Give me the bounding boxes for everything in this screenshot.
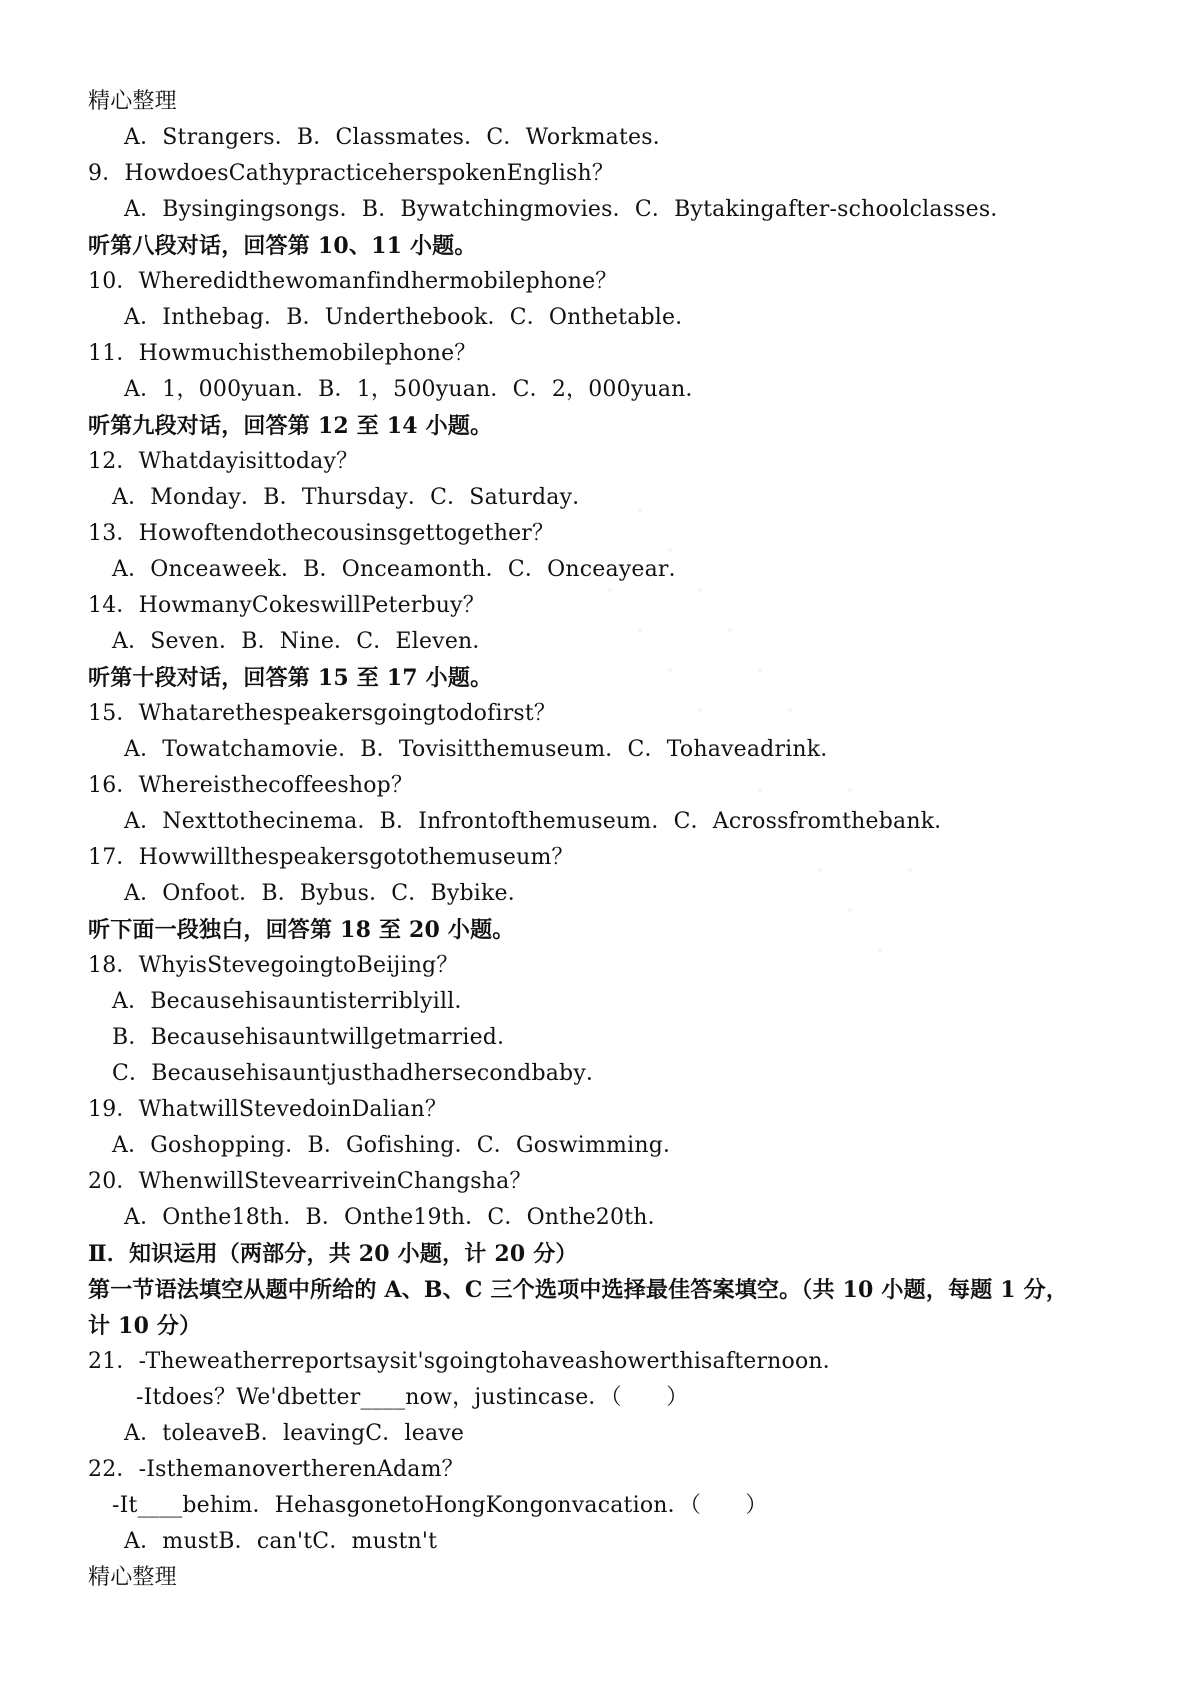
answer-option-18a: A．Becausehisauntisterriblyill．: [112, 989, 477, 1014]
question-15: 15．Whatarethespeakersgoingtodofirst？: [88, 701, 557, 726]
answer-options-20: A．Onthe18th．B．Onthe19th．C．Onthe20th．: [124, 1205, 670, 1230]
answer-options-21: A．toleaveB．leavingC．leave: [124, 1421, 465, 1446]
answer-options-9: A．Bysingingsongs．B．Bywatchingmovies．C．Bytakingafter-schoolclasses．: [124, 197, 1013, 222]
answer-option-18c: C．Becausehisauntjusthadhersecondbaby．: [112, 1061, 609, 1086]
answer-option-18b: B．Becausehisauntwillgetmarried．: [112, 1025, 520, 1050]
answer-options-13: A．Onceaweek．B．Onceamonth．C．Onceayear．: [112, 557, 691, 582]
question-14: 14．HowmanyCokeswillPeterbuy？: [88, 593, 485, 618]
answer-options-15: A．Towatchamovie．B．Tovisitthemuseum．C．Tohaveadrink．: [124, 737, 843, 762]
question-16: 16．Whereisthecoffeeshop？: [88, 773, 414, 798]
answer-options-19: A．Goshopping．B．Gofishing．C．Goswimming．: [112, 1133, 686, 1158]
question-11: 11．Howmuchisthemobilephone？: [88, 341, 477, 366]
page-footer: 精心整理: [88, 1565, 177, 1590]
question-21: 21．-Theweatherreportsaysit'sgoingtohaveashowerthisafternoon．: [88, 1349, 846, 1374]
question-20: 20．WhenwillStevearriveinChangsha？: [88, 1169, 532, 1194]
answer-options-12: A．Monday．B．Thursday．C．Saturday．: [112, 485, 595, 510]
page-header: 精心整理: [88, 89, 177, 114]
question-17: 17．Howwillthespeakersgotothemuseum？: [88, 845, 574, 870]
section-instruction: 听第九段对话，回答第 12 至 14 小题。: [88, 413, 493, 439]
section-instruction: 听下面一段独白，回答第 18 至 20 小题。: [88, 917, 515, 943]
question-12: 12．Whatdayisittoday？: [88, 449, 359, 474]
question-21-response: -Itdoes？We'dbetter____now，justincase．（ ）: [136, 1385, 689, 1410]
question-18: 18．WhyisStevegoingtoBeijing？: [88, 953, 459, 978]
part-heading: Ⅱ．知识运用（两部分，共 20 小题，计 20 分）: [88, 1241, 578, 1267]
question-19: 19．WhatwillStevedoinDalian？: [88, 1097, 448, 1122]
answer-options-16: A．Nexttothecinema．B．Infrontofthemuseum．C．Acrossfromthebank．: [124, 809, 957, 834]
answer-options-11: A．1，000yuan．B．1，500yuan．C．2，000yuan．: [124, 377, 708, 402]
question-13: 13．Howoftendothecousinsgettogether？: [88, 521, 555, 546]
question-22-response: -It____behim．HehasgonetoHongKongonvacation．（ ）: [112, 1493, 768, 1518]
section-instruction: 听第八段对话，回答第 10、11 小题。: [88, 233, 477, 259]
question-22: 22．-IsthemanovertherenAdam？: [88, 1457, 464, 1482]
answer-options-10: A．Inthebag．B．Underthebook．C．Onthetable．: [124, 305, 698, 330]
section-instruction-continued: 计 10 分）: [88, 1313, 202, 1339]
answer-options-14: A．Seven．B．Nine．C．Eleven．: [112, 629, 495, 654]
answer-options-17: A．Onfoot．B．Bybus．C．Bybike．: [124, 881, 530, 906]
section-instruction: 第一节语法填空从题中所给的 A、B、C 三个选项中选择最佳答案填空。（共 10 小题，每题 1 分，: [88, 1277, 1069, 1303]
question-10: 10．Wheredidthewomanfindhermobilephone？: [88, 269, 618, 294]
section-instruction: 听第十段对话，回答第 15 至 17 小题。: [88, 665, 493, 691]
question-9: 9．HowdoesCathypracticeherspokenEnglish？: [88, 161, 615, 186]
watermark-pattern: [520, 470, 940, 990]
answer-options-8: A．Strangers．B．Classmates．C．Workmates．: [124, 125, 675, 150]
answer-options-22: A．mustB．can'tC．mustn't: [124, 1529, 438, 1554]
